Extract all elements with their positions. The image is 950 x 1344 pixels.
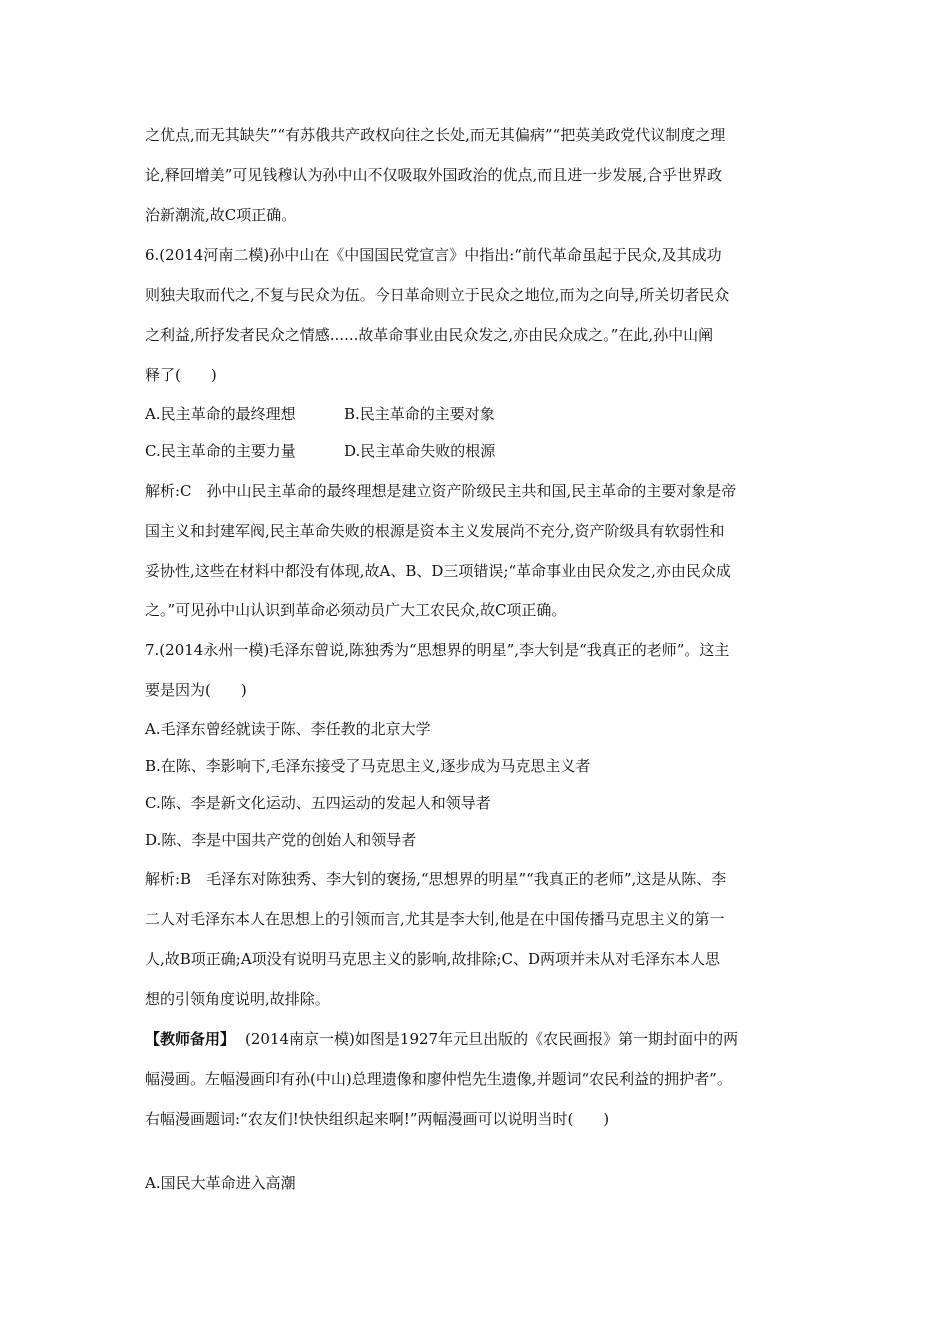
teacher-note-line bbox=[145, 1029, 738, 1049]
text-line: 治新潮流,故C项正确。 bbox=[145, 206, 297, 224]
question-7-line: 要是因为( ) bbox=[145, 681, 247, 699]
teacher-note-tag: 【教师备用】 bbox=[145, 1030, 236, 1048]
question-6-line: 之利益,所抒发者民众之情感......故革命事业由民众发之,亦由民众成之。”在此,孙中山阐 bbox=[145, 326, 714, 344]
q6-analysis-line: 之。”可见孙中山认识到革命必须动员广大工农民众,故C项正确。 bbox=[145, 601, 567, 619]
q6-option-a: A.民主革命的最终理想 bbox=[145, 405, 296, 423]
teacher-option-a: A.国民大革命进入高潮 bbox=[145, 1174, 296, 1192]
q7-option-d: D.陈、李是中国共产党的创始人和领导者 bbox=[145, 831, 417, 849]
q6-option-b: B.民主革命的主要对象 bbox=[344, 405, 495, 423]
text-line: 论,释回增美”可见钱穆认为孙中山不仅吸取外国政治的优点,而且进一步发展,合乎世界政 bbox=[145, 166, 722, 184]
q7-option-a: A.毛泽东曾经就读于陈、李任教的北京大学 bbox=[145, 720, 431, 738]
text-line: 之优点,而无其缺失”“有苏俄共产政权向往之长处,而无其偏病”“把英美政党代议制度之理 bbox=[145, 126, 726, 144]
q7-option-b: B.在陈、李影响下,毛泽东接受了马克思主义,逐步成为马克思主义者 bbox=[145, 757, 591, 775]
q7-analysis-line: 二人对毛泽东本人在思想上的引领而言,尤其是李大钊,他是在中国传播马克思主义的第一 bbox=[145, 910, 725, 928]
q7-option-c: C.陈、李是新文化运动、五四运动的发起人和领导者 bbox=[145, 794, 491, 812]
q6-analysis-line: 解析:C 孙中山民主革命的最终理想是建立资产阶级民主共和国,民主革命的主要对象是帝 bbox=[145, 482, 737, 500]
q7-analysis-line: 人,故B项正确;A项没有说明马克思主义的影响,故排除;C、D两项并未从对毛泽东本人思 bbox=[145, 950, 721, 968]
question-6-line: 则独夫取而代之,不复与民众为伍。今日革命则立于民众之地位,而为之向导,所关切者民众 bbox=[145, 286, 730, 304]
teacher-note-text: (2014南京一模)如图是1927年元旦出版的《农民画报》第一期封面中的两 bbox=[245, 1030, 739, 1048]
question-6-line: 释了( ) bbox=[145, 366, 217, 384]
q7-analysis-line: 想的引领角度说明,故排除。 bbox=[145, 990, 330, 1008]
q6-option-d: D.民主革命失败的根源 bbox=[344, 442, 496, 460]
q6-option-c: C.民主革命的主要力量 bbox=[145, 442, 296, 460]
q7-analysis-line: 解析:B 毛泽东对陈独秀、李大钊的褒扬,“思想界的明星”“我真正的老师”,这是从陈、李 bbox=[145, 870, 727, 888]
teacher-note-line: 幅漫画。左幅漫画印有孙(中山)总理遗像和廖仲恺先生遗像,并题词“农民利益的拥护者”。 bbox=[145, 1070, 732, 1088]
question-6-line: 6.(2014河南二模)孙中山在《中国国民党宣言》中指出:“前代革命虽起于民众,及其成功 bbox=[145, 246, 722, 264]
q6-analysis-line: 国主义和封建军阀,民主革命失败的根源是资本主义发展尚不充分,资产阶级具有软弱性和 bbox=[145, 522, 725, 540]
teacher-note-line: 右幅漫画题词:“农友们!快快组织起来啊!”两幅漫画可以说明当时( ) bbox=[145, 1110, 610, 1128]
q6-analysis-line: 妥协性,这些在材料中都没有体现,故A、B、D三项错误;“革命事业由民众发之,亦由民众成 bbox=[145, 562, 731, 580]
question-7-line: 7.(2014永州一模)毛泽东曾说,陈独秀为“思想界的明星”,李大钊是“我真正的老师”。这主 bbox=[145, 641, 730, 659]
